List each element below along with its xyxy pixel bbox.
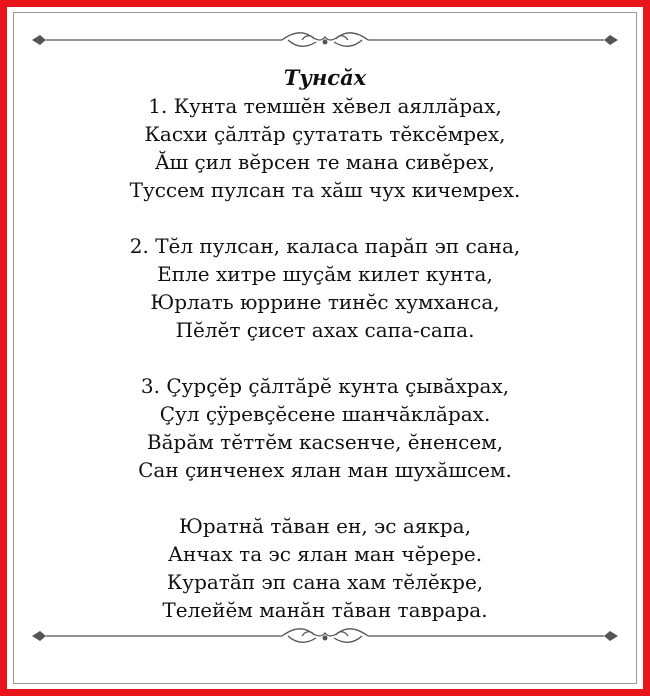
poem-line: Ăш çил вĕрсен те мана сивĕрех,: [155, 150, 495, 174]
poem-title: Тунсăх: [283, 65, 367, 90]
poem-line: Анчах та эс ялан ман чĕрере.: [167, 542, 483, 566]
poem-line: Епле хитре шуçăм килет кунта,: [157, 262, 493, 286]
poem: [0, 64, 650, 624]
poem-line: 1. Кунта темшĕн хĕвел аяллăрах,: [148, 94, 502, 118]
stanza-gap: [0, 484, 650, 512]
poem-line: Çул çÿревçĕсене шанчăклăрах.: [159, 402, 491, 426]
stanza-gap: [0, 204, 650, 232]
poem-line: Сан çинченех ялан ман шухăшсем.: [138, 458, 512, 482]
poem-line: 3. Çурçĕр çăлтăрĕ кунта çывăхрах,: [140, 374, 510, 398]
poem-line: Вăрăм тĕттĕм касsенче, ĕненсем,: [146, 430, 504, 454]
poem-line: Куратăп эп сана хам тĕлĕкре,: [166, 570, 484, 594]
stanza-gap: [0, 344, 650, 372]
poem-line: 2. Тĕл пулсан, каласа парăп эп сана,: [129, 234, 521, 258]
poem-line: Касхи çăлтăр çутатать тĕксĕмрех,: [144, 122, 506, 146]
bottom-ornament-divider: [32, 625, 618, 647]
poem-line: Юрлать юррине тинĕс хумханса,: [150, 290, 500, 314]
poem-line: Туссем пулсан та хăш чух кичемрех.: [129, 178, 521, 202]
top-ornament-divider: [32, 29, 618, 51]
poem-line: Телейĕм манăн тăван таврара.: [162, 598, 488, 622]
poem-line: Пĕлĕт çисет ахах сапа-сапа.: [175, 318, 475, 342]
poem-line: Юратнă тăван ен, эс аякра,: [179, 514, 471, 538]
